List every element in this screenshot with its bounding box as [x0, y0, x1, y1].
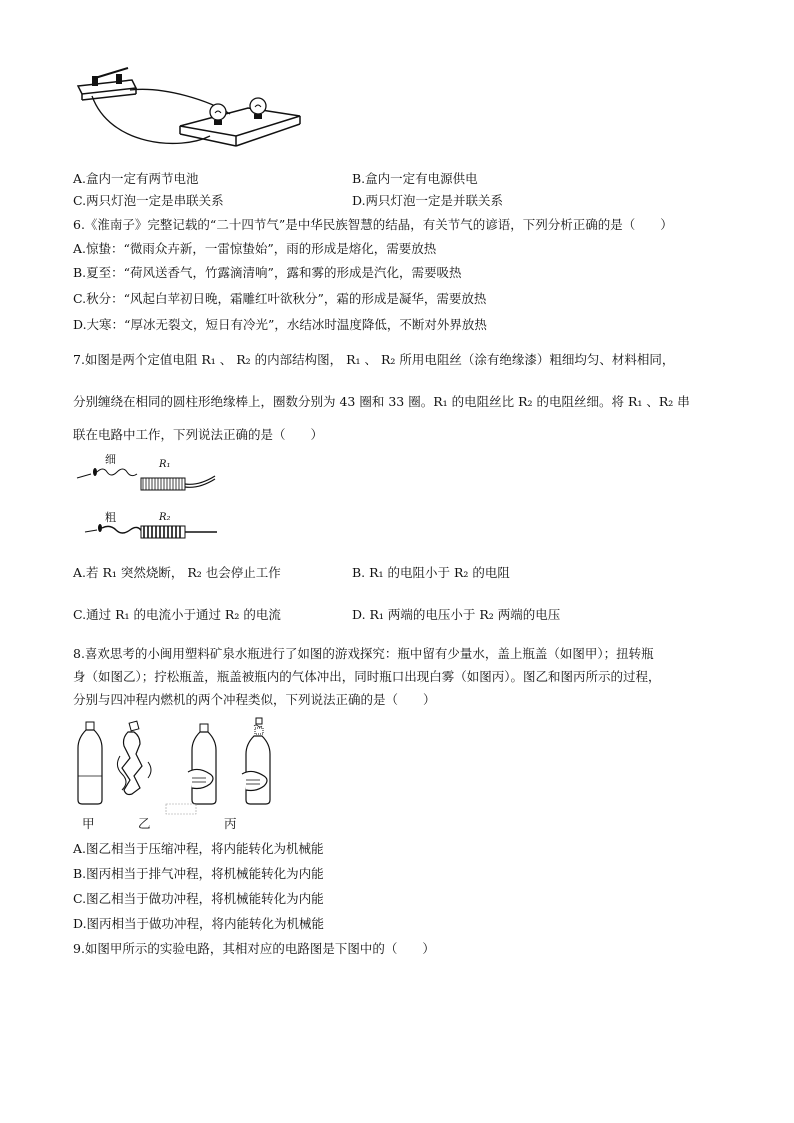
q7-stem-line1: 7.如图是两个定值电阻 R₁ 、 R₂ 的内部结构图， R₁ 、 R₂ 所用电阻丝（涂有绝缘漆）粗细均匀、材料相同，	[73, 352, 675, 367]
q5-option-d: D.两只灯泡一定是并联关系	[352, 193, 504, 208]
q8-option-b: B.图丙相当于排气冲程，将机械能转化为内能	[73, 866, 324, 881]
q8-option-d: D.图丙相当于做功冲程，将内能转化为机械能	[73, 916, 325, 931]
q5-option-c: C.两只灯泡一定是串联关系	[73, 193, 224, 208]
q6-option-c: C.秋分：“风起白苹初日晚，霜雕红叶欲秋分”，霜的形成是凝华，需要放热	[73, 291, 487, 306]
label-jia: 甲	[82, 816, 95, 831]
q5-option-b: B.盒内一定有电源供电	[352, 171, 478, 186]
q7-option-a: A.若 R₁ 突然烧断， R₂ 也会停止工作	[73, 565, 281, 580]
r2-label: R₂	[159, 512, 171, 523]
r1-label: R₁	[159, 459, 171, 470]
q8-stem-line2: 身（如图乙）；拧松瓶盖，瓶盖被瓶内的气体冲出，同时瓶口出现白雾（如图丙）。图乙和图丙所示的过程，	[73, 669, 661, 684]
q8-option-c: C.图乙相当于做功冲程，将机械能转化为内能	[73, 891, 324, 906]
q9-stem: 9.如图甲所示的实验电路，其相对应的电路图是下图中的（ ）	[73, 941, 435, 956]
bottles-drawing	[72, 716, 292, 816]
resistor-coils-drawing	[75, 452, 235, 544]
q7-stem-line3: 联在电路中工作，下列说法正确的是（ ）	[73, 427, 324, 442]
label-yi: 乙	[138, 816, 151, 831]
circuit-box-figure	[70, 66, 310, 158]
label-bing: 丙	[224, 816, 237, 831]
bottle-experiment-figure	[72, 716, 292, 832]
q8-stem-line1: 8.喜欢思考的小闽用塑料矿泉水瓶进行了如图的游戏探究：瓶中留有少量水，盖上瓶盖（如图甲）；扭转瓶	[73, 646, 654, 661]
q8-stem-line3: 分别与四冲程内燃机的两个冲程类似，下列说法正确的是（ ）	[73, 692, 436, 707]
q8-option-a: A.图乙相当于压缩冲程，将内能转化为机械能	[73, 841, 324, 856]
thick-label: 粗	[105, 511, 116, 524]
resistor-structure-figure	[75, 452, 235, 544]
q7-option-b: B. R₁ 的电阻小于 R₂ 的电阻	[352, 565, 510, 580]
q6-option-a: A.惊蛰：“微雨众卉新，一雷惊蛰始”，雨的形成是熔化，需要放热	[73, 241, 437, 256]
q7-stem-line2: 分别缠绕在相同的圆柱形绝缘棒上，圈数分别为 43 圈和 33 圈。R₁ 的电阻丝比 R₂ 的电阻丝细。将 R₁ 、R₂ 串	[73, 394, 690, 409]
q6-stem: 6.《淮南子》完整记载的“二十四节气”是中华民族智慧的结晶，有关节气的谚语，下列分析正确的是（ ）	[73, 217, 673, 232]
q7-option-c: C.通过 R₁ 的电流小于通过 R₂ 的电流	[73, 607, 281, 622]
q5-option-a: A.盒内一定有两节电池	[73, 171, 199, 186]
q7-option-d: D. R₁ 两端的电压小于 R₂ 两端的电压	[352, 607, 561, 622]
q6-option-b: B.夏至：“荷风送香气，竹露滴清响”，露和雾的形成是汽化，需要吸热	[73, 265, 462, 280]
q6-option-d: D.大寒：“厚冰无裂文，短日有冷光”，水结冰时温度降低，不断对外界放热	[73, 317, 487, 332]
thin-label: 细	[105, 453, 116, 466]
